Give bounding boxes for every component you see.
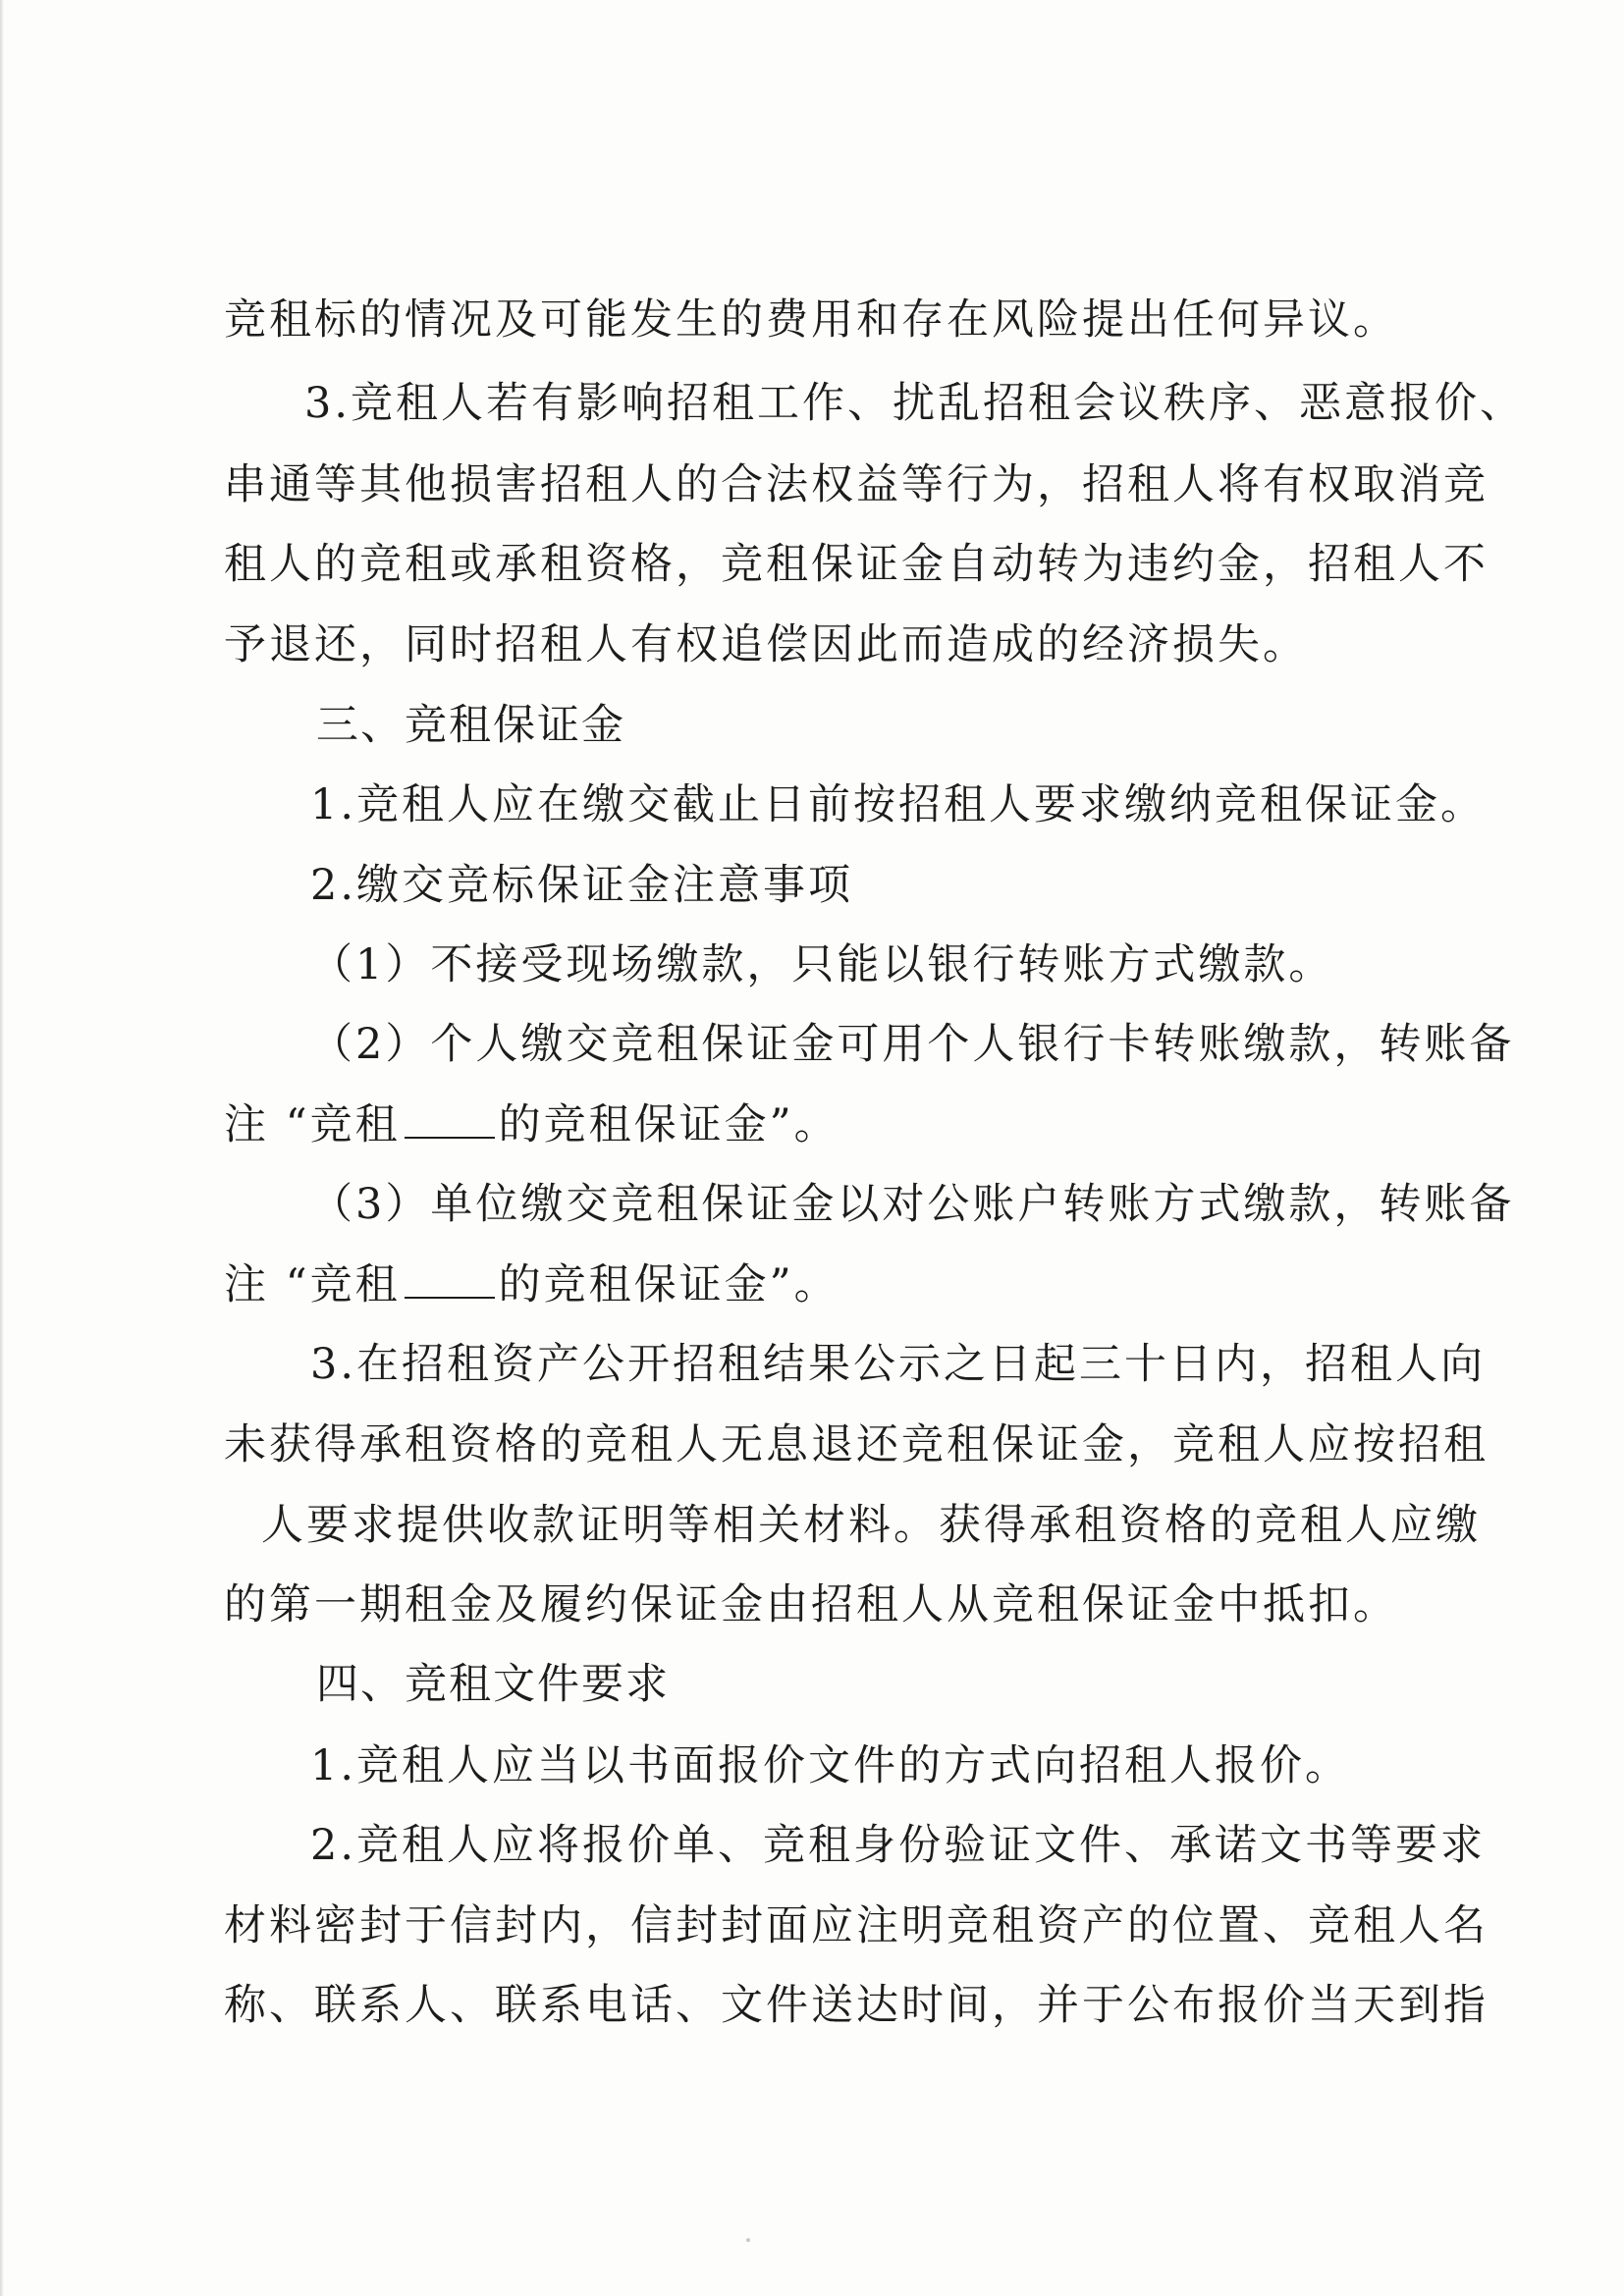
text-line-4: 租人的竞租或承租资格，竞租保证金自动转为违约金，招租人不	[224, 540, 1489, 589]
text-line-note-1	[224, 1095, 1432, 1154]
text-line-17: 的第一期租金及履约保证金由招租人从竞租保证金中抵扣。	[224, 1580, 1398, 1629]
section-heading-4: 四、竞租文件要求	[316, 1660, 670, 1709]
text-line-22: 称、联系人、联系电话、文件送达时间，并于公布报价当天到指	[224, 1981, 1489, 2030]
note-prefix: 注 “竞租	[224, 1260, 401, 1309]
note-suffix: 的竞租保证金”。	[498, 1100, 839, 1149]
text-line-15: 未获得承租资格的竞租人无息退还竞租保证金，竞租人应按招租	[224, 1420, 1489, 1469]
text-line-9: （1）不接受现场缴款，只能以银行转账方式缴款。	[310, 940, 1334, 989]
note-prefix: 注 “竞租	[224, 1100, 401, 1149]
text-line-1: 竞租标的情况及可能发生的费用和存在风险提出任何异议。	[224, 295, 1398, 345]
fill-in-blank	[405, 1097, 495, 1139]
text-line-20: 2.竞租人应将报价单、竞租身份验证文件、承诺文书等要求	[310, 1821, 1487, 1870]
text-line-5: 予退还，同时招租人有权追偿因此而造成的经济损失。	[224, 620, 1308, 669]
text-line-16: 人要求提供收款证明等相关材料。获得承租资格的竞租人应缴	[261, 1501, 1481, 1550]
text-line-21: 材料密封于信封内，信封封面应注明竞租资产的位置、竞租人名	[224, 1901, 1489, 1950]
text-line-2: 3.竞租人若有影响招租工作、扰乱招租会议秩序、恶意报价、	[304, 379, 1526, 428]
section-heading-3: 三、竞租保证金	[316, 701, 625, 750]
text-line-7: 1.竞租人应在缴交截止日前按招租人要求缴纳竞租保证金。	[310, 780, 1487, 829]
fill-in-blank	[405, 1257, 495, 1299]
text-line-note-2	[224, 1255, 1432, 1314]
text-line-10: （2）个人缴交竞租保证金可用个人银行卡转账缴款，转账备	[310, 1020, 1515, 1069]
text-line-14: 3.在招租资产公开招租结果公示之日起三十日内，招租人向	[310, 1340, 1487, 1389]
page-edge-shadow	[0, 0, 4, 2296]
note-suffix: 的竞租保证金”。	[498, 1260, 839, 1309]
text-line-12: （3）单位缴交竞租保证金以对公账户转账方式缴款，转账备	[310, 1180, 1515, 1229]
text-line-3: 串通等其他损害招租人的合法权益等行为，招租人将有权取消竞	[224, 460, 1489, 509]
scan-speck	[746, 2238, 750, 2242]
text-line-8: 2.缴交竞标保证金注意事项	[310, 861, 854, 910]
text-line-19: 1.竞租人应当以书面报价文件的方式向招租人报价。	[310, 1741, 1351, 1790]
